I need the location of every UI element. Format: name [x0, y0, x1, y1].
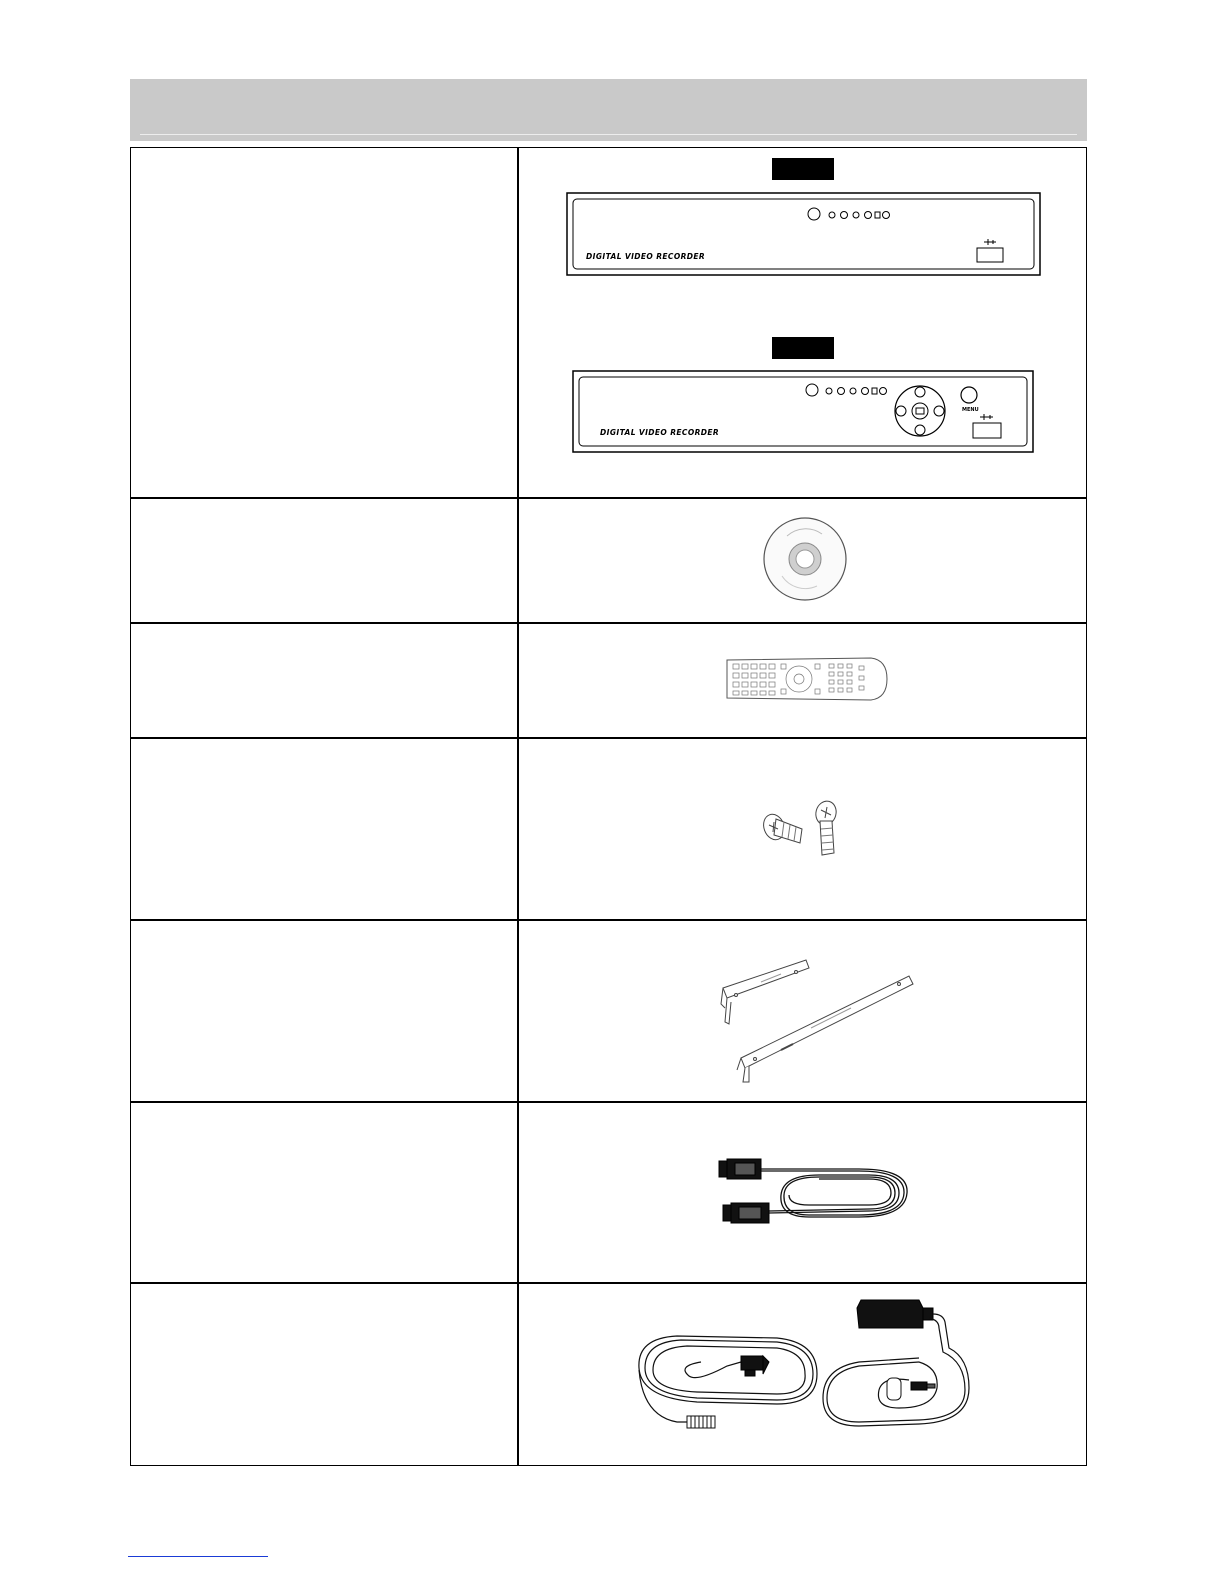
section-header-bar — [130, 79, 1087, 141]
item-label-cell — [131, 1103, 517, 1282]
model-tag — [772, 158, 834, 180]
item-label-cell — [131, 921, 517, 1101]
header-rule — [140, 134, 1077, 135]
panel-brand-text: DIGITAL VIDEO RECORDER — [600, 428, 720, 437]
item-image-cell — [519, 921, 1086, 1101]
item-image-cell — [519, 1284, 1086, 1465]
item-image-cell — [519, 148, 1086, 497]
model-tag — [772, 337, 834, 359]
screws-icon — [754, 799, 859, 861]
item-image-cell — [519, 499, 1086, 622]
dvr-front-panel-with-nav-image — [572, 370, 1034, 454]
package-contents-table — [130, 147, 1087, 1466]
dvr-front-panel-image — [566, 192, 1041, 277]
item-label-cell — [131, 739, 517, 919]
power-adapter-icon — [819, 1298, 979, 1433]
item-image-cell — [519, 624, 1086, 737]
item-image-cell — [519, 1103, 1086, 1282]
cable-icon — [709, 1155, 914, 1237]
footer-link-underline[interactable] — [128, 1556, 268, 1557]
item-label-cell — [131, 499, 517, 622]
rack-brackets-icon — [721, 958, 919, 1084]
item-label-cell — [131, 1284, 517, 1465]
remote-control-icon — [725, 656, 889, 702]
panel-brand-text: DIGITAL VIDEO RECORDER — [586, 252, 706, 261]
item-image-cell — [519, 739, 1086, 919]
item-label-cell — [131, 624, 517, 737]
power-cord-icon — [637, 1326, 821, 1431]
cd-icon — [762, 516, 848, 602]
menu-button-text: MENU — [962, 407, 979, 413]
item-label-cell — [131, 148, 517, 497]
